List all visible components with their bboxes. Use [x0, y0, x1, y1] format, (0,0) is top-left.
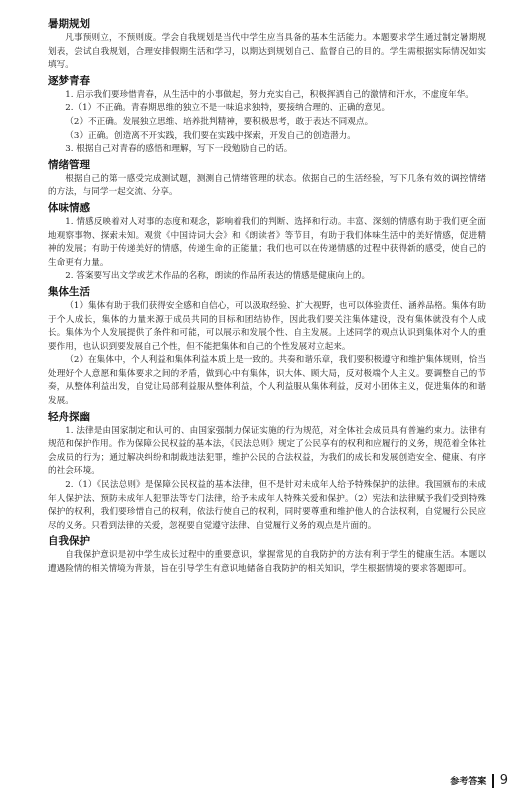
answer-paragraph: （2）在集体中，个人利益和集体利益本质上是一致的。共奏和谐乐章，我们要积极遵守和维护集体规则，恰当处理好个人意愿和集体要求之间的矛盾，做到心中有集体，识大体、顾大局，反对极端个人主义。要调整自己的节奏，从整体利益出发，自觉让局部利益服从整体利益，个人利益服从集体利益，反对小团体主义，促进集体的和谐发展。	[48, 355, 486, 407]
answer-section	[48, 74, 486, 157]
answer-paragraph: 凡事预则立，不预则废。学会自我规划是当代中学生应当具备的基本生活能力。本题要求学生通过制定暑期规划表，尝试自我规划，合理安排假期生活和学习，以期达到规划自己、监督自己的目的。学生需根据实际情况如实填写。	[48, 33, 486, 71]
section-heading: 暑期规划	[48, 18, 90, 30]
section-heading: 逐梦青春	[48, 74, 90, 87]
answer-paragraph: 自我保护意识是初中学生成长过程中的重要意识，掌握常见的自我防护的方法有利于学生的健康生活。本题以遭遇险情的相关情境为背景，旨在引导学生有意识地储备自我防护的相关知识，学生根据情境的要求答题即可。	[48, 550, 486, 574]
answer-section	[48, 285, 486, 409]
answer-content	[48, 17, 486, 577]
answer-paragraph: 1. 情感反映着对人对事的态度和观念，影响着我们的判断、选择和行动。丰富、深刻的情感有助于我们更全面地观察事物、探索未知。观赏《中国诗词大会》和《朗读者》等节目，有助于我们体味生活中的美好情感，促进精神的发展；有助于传递美好的情感，传递生命的正能量；我们也可以在传递情感的过程中获得新的感受，使自己的生命更有力量。	[48, 216, 486, 268]
section-heading: 集体生活	[48, 285, 90, 298]
section-heading: 轻舟探幽	[48, 410, 90, 423]
answer-paragraph: 2. 答案要写出文学或艺术作品的名称，朗读的作品所表达的情感是健康向上的。	[65, 271, 371, 282]
answer-paragraph: 1. 法律是由国家制定和认可的、由国家强制力保证实施的行为规范，对全体社会成员具有普遍约束力。法律有规范和保护作用。作为保障公民权益的基本法，《民法总则》规定了公民享有的权利和应履行的义务，规范着全体社会成员的行为；通过解决纠纷和制裁违法犯罪，维护公民的合法权益，为我们的成长和发展创造安全、健康、有序的社会环境。	[48, 425, 486, 477]
answer-paragraph: 2.（1）不正确。青春期思维的独立不是一味追求独特，要接纳合理的、正确的意见。	[65, 103, 391, 114]
section-heading: 情绪管理	[48, 158, 90, 171]
answer-paragraph: 2.（1）《民法总则》是保障公民权益的基本法律，但不是针对未成年人给予特殊保护的法律。我国颁布的未成年人保护法、预防未成年人犯罪法等专门法律，给予未成年人特殊关爱和保护。（2）宪法和法律赋予我们受到特殊保护的权利，我们要珍惜自己的权利，依法行使自己的权利，同时要尊重和维护他人的合法权利，自觉履行公民应尽的义务。只看到法律的关爱，忽视要自觉遵守法律、自觉履行义务的观点是片面的。	[48, 480, 486, 531]
answer-section	[48, 201, 486, 284]
answer-paragraph: （2）不正确。发展独立思维、培养批判精神，要积极思考，敢于表达不同观点。	[65, 116, 374, 127]
answer-section	[48, 158, 486, 200]
answer-paragraph: 根据自己的第一感受完成测试题，测测自己情绪管理的状态。依据自己的生活经验，写下几条有效的调控情绪的方法，与同学一起交流、分享。	[48, 173, 486, 198]
answer-paragraph: （1）集体有助于我们获得安全感和自信心，可以汲取经验、扩大视野，也可以体验责任、涵养品格。集体有助于个人成长，集体的力量来源于成员共同的目标和团结协作，因此我们要关注集体建设，没有集体就没有个人成长。集体为个人发展提供了条件和可能，可以展示和发展个性、自主发展。上述同学的观点认识到集体对个人的重要作用，也认识到要发展自己个性，但不能把集体和自己的个性发展对立起来。	[48, 300, 486, 352]
page-footer	[450, 773, 508, 788]
page-number: 9	[499, 773, 508, 788]
section-heading: 体味情感	[48, 201, 90, 214]
answer-paragraph: （3）正确。创造离不开实践，我们要在实践中探索，开发自己的创造潜力。	[65, 130, 356, 141]
answer-paragraph: 1. 启示我们要珍惜青春，从生活中的小事做起，努力充实自己，积极挥洒自己的激情和汗水，不虚度年华。	[65, 89, 474, 100]
answer-section	[48, 410, 486, 534]
answer-section	[48, 17, 486, 73]
footer-divider	[492, 774, 494, 788]
answer-paragraph: 3. 根据自己对青春的感悟和理解，写下一段勉励自己的话。	[65, 144, 293, 155]
footer-label: 参考答案	[450, 777, 487, 787]
answer-section	[48, 534, 486, 576]
section-heading: 自我保护	[48, 535, 90, 548]
